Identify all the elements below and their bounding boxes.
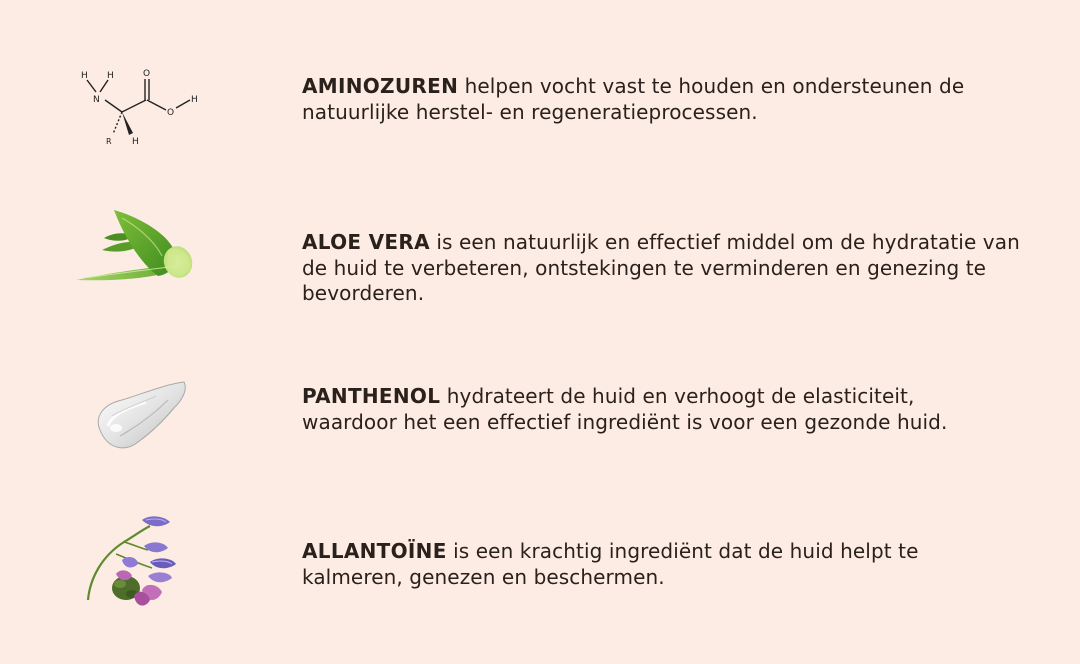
formula-h3: H — [191, 95, 198, 105]
cream-swatch-icon — [90, 378, 190, 458]
ingredient-name: AMINOZUREN — [302, 74, 459, 98]
formula-h1: H — [81, 71, 88, 81]
ingredient-text-aminozuren — [302, 74, 982, 125]
formula-r: R — [106, 137, 112, 146]
formula-o2: O — [167, 108, 175, 118]
ingredient-name: ALLANTOÏNE — [302, 539, 447, 563]
ingredient-text-aloe-vera — [302, 230, 1042, 307]
comfrey-flower-icon — [80, 512, 190, 614]
ingredient-name: ALOE VERA — [302, 230, 430, 254]
ingredient-description: is een natuurlijk en effectief middel om de hydratatie van de huid te verbeteren, ontstekingen te verminderen en genezing te bevorderen. — [302, 230, 1020, 305]
formula-o1: O — [143, 69, 151, 79]
aloe-vera-icon — [74, 206, 198, 290]
ingredient-description: helpen vocht vast te houden en ondersteunen de natuurlijke herstel- en regeneratieprocessen. — [302, 74, 965, 124]
ingredient-text-allantoine — [302, 539, 982, 590]
ingredient-description: hydrateert de huid en verhoogt de elasticiteit, waardoor het een effectief ingrediënt is voor een gezonde huid. — [302, 384, 948, 434]
formula-h2: H — [107, 71, 114, 81]
amino-acid-structure-icon — [72, 62, 212, 152]
ingredient-description: is een krachtig ingrediënt dat de huid helpt te kalmeren, genezen en beschermen. — [302, 539, 919, 589]
formula-n: N — [93, 95, 100, 105]
formula-h4: H — [132, 137, 139, 147]
ingredient-name: PANTHENOL — [302, 384, 441, 408]
ingredient-text-panthenol — [302, 384, 1002, 435]
